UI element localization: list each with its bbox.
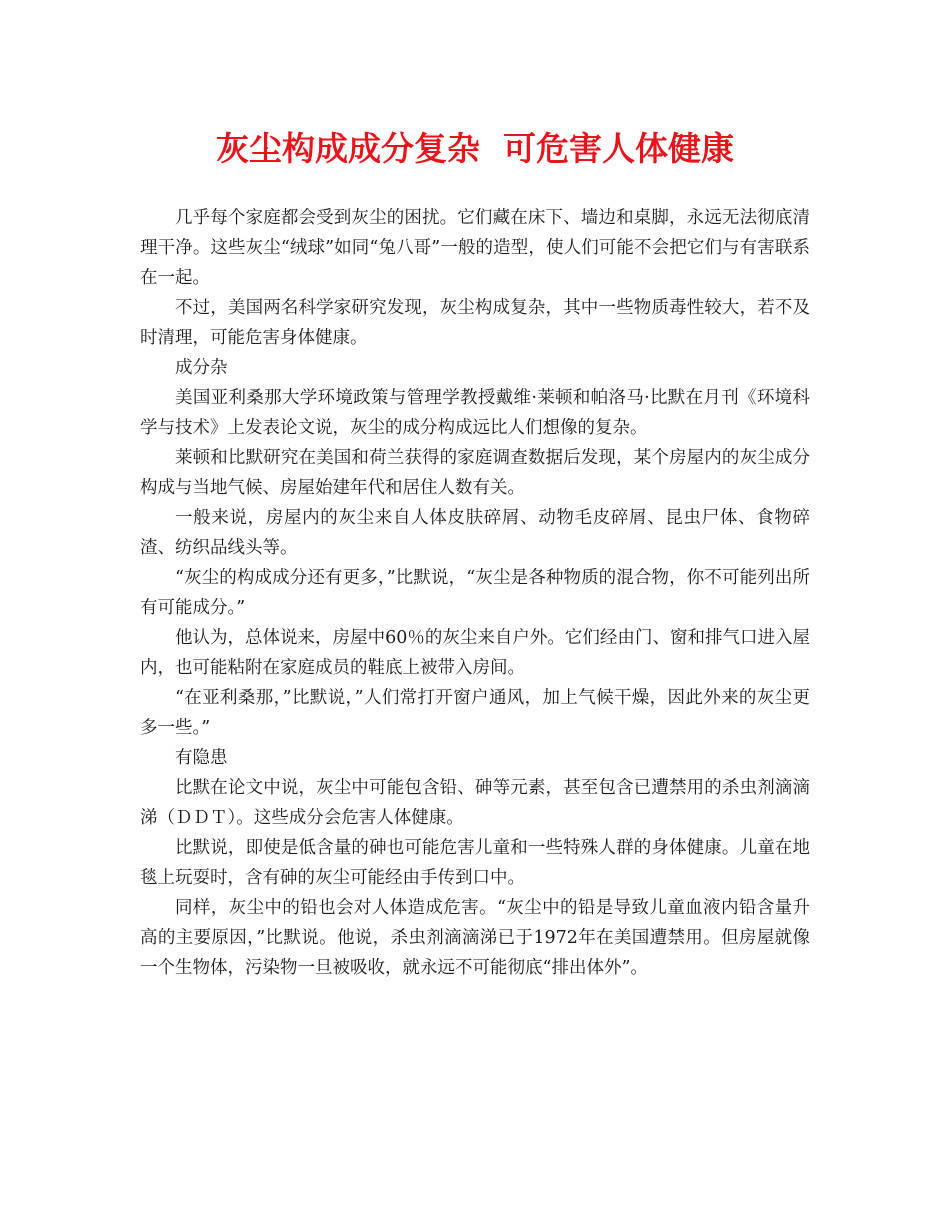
paragraph: “灰尘的构成成分还有更多，”比默说，“灰尘是各种物质的混合物，你不可能列出所有可能成分。” <box>140 568 810 618</box>
paragraph: 几乎每个家庭都会受到灰尘的困扰。它们藏在床下、墙边和桌脚，永远无法彻底清理干净。这些灰尘“绒球”如同“兔八哥”一般的造型，使人们可能不会把它们与有害联系在一起。 <box>140 208 810 288</box>
paragraph: 比默说，即使是低含量的砷也可能危害儿童和一些特殊人群的身体健康。儿童在地毯上玩耍时，含有砷的灰尘可能经由手传到口中。 <box>140 838 810 888</box>
paragraph: 美国亚利桑那大学环境政策与管理学教授戴维·莱顿和帕洛马·比默在月刊《环境科学与技术》上发表论文说，灰尘的成分构成远比人们想像的复杂。 <box>140 388 810 438</box>
document-body <box>140 203 810 983</box>
section-heading: 有隐患 <box>175 748 228 768</box>
paragraph: 一般来说，房屋内的灰尘来自人体皮肤碎屑、动物毛皮碎屑、昆虫尸体、食物碎渣、纺织品线头等。 <box>140 508 810 558</box>
paragraph: 他认为，总体说来，房屋中60％的灰尘来自户外。它们经由门、窗和排气口进入屋内，也可能粘附在家庭成员的鞋底上被带入房间。 <box>140 628 810 678</box>
paragraph: 同样，灰尘中的铅也会对人体造成危害。“灰尘中的铅是导致儿童血液内铅含量升高的主要原因，”比默说。他说，杀虫剂滴滴涕已于1972年在美国遭禁用。但房屋就像一个生物体，污染物一旦被吸收，就永远不可能彻底“排出体外”。 <box>140 898 810 978</box>
document-title: 灰尘构成成分复杂 可危害人体健康 <box>216 129 734 168</box>
paragraph: 莱顿和比默研究在美国和荷兰获得的家庭调查数据后发现，某个房屋内的灰尘成分构成与当地气候、房屋始建年代和居住人数有关。 <box>140 448 810 498</box>
paragraph: 比默在论文中说，灰尘中可能包含铅、砷等元素，甚至包含已遭禁用的杀虫剂滴滴涕（ＤＤＴ）。这些成分会危害人体健康。 <box>140 778 810 828</box>
paragraph: “在亚利桑那，”比默说，”人们常打开窗户通风，加上气候干燥，因此外来的灰尘更多一些。” <box>140 688 810 738</box>
section-heading: 成分杂 <box>175 358 228 378</box>
paragraph: 不过，美国两名科学家研究发现，灰尘构成复杂，其中一些物质毒性较大，若不及时清理，可能危害身体健康。 <box>140 298 810 348</box>
